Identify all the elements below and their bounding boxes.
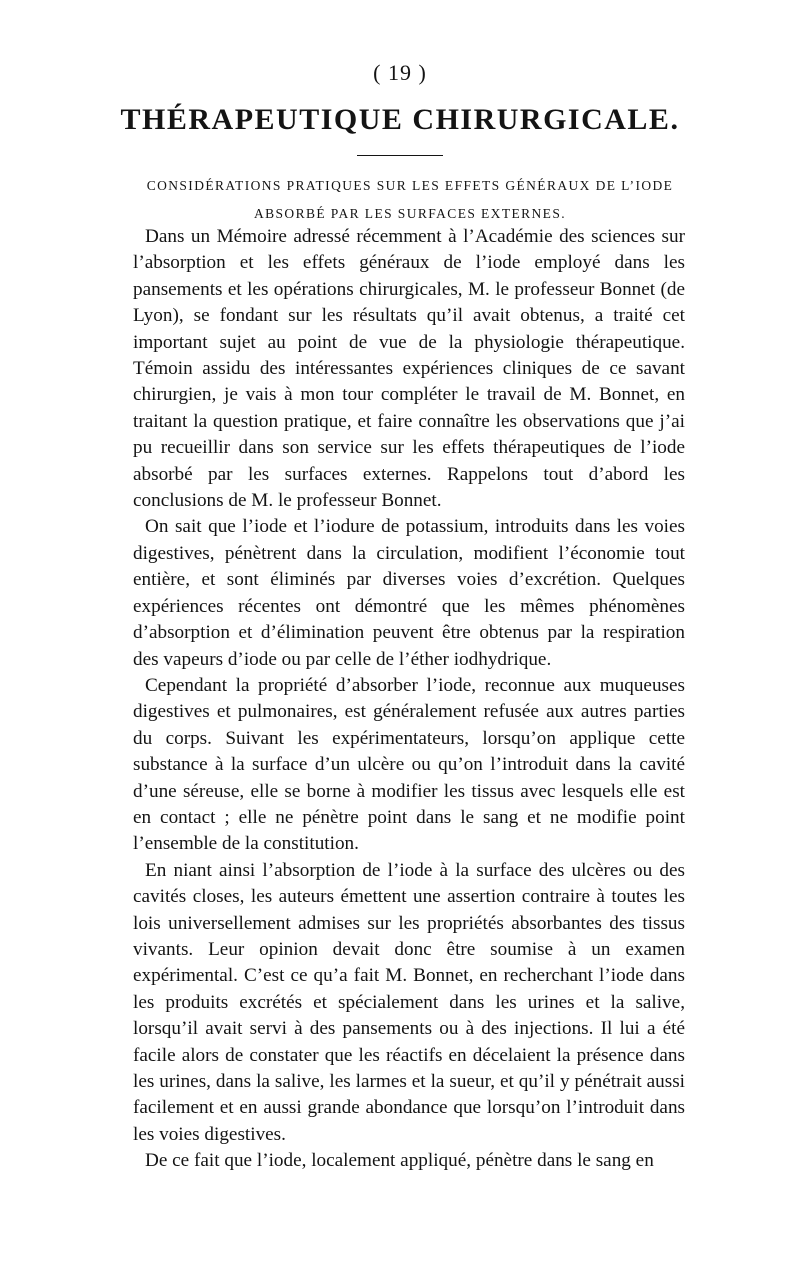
body-text [133, 224, 685, 1175]
page-number: ( 19 ) [373, 60, 427, 85]
paragraph-1: Dans un Mémoire adressé récemment à l’Académie des sciences sur l’absorption et les effets généraux de l’iode employé dans les pansements et les opérations chirurgicales, M. le professeur Bonnet (de Lyon), se fondant sur les résultats qu’il avait obtenus, a traité cet important sujet au point de vue de la physiologie thérapeutique. Témoin assidu des intéressantes expériences cliniques de ce savant chirurgien, je vais à mon tour compléter le travail de M. Bonnet, en traitant la question pratique, et faire connaître les observations que j’ai pu recueillir dans son service sur les effets thérapeutiques de l’iode absorbé par les surfaces externes. Rappelons tout d’abord les conclusions de M. le professeur Bonnet. [133, 226, 685, 512]
section-subtitle [120, 172, 700, 228]
title-divider [357, 155, 443, 156]
paragraph-5: De ce fait que l’iode, localement appliqué, pénètre dans le sang en [145, 1150, 654, 1172]
paragraph-3: Cependant la propriété d’absorber l’iode, reconnue aux muqueuses digestives et pulmonaires, est généralement refusée aux autres parties du corps. Suivant les expérimentateurs, lorsqu’on applique cette substance à la surface d’un ulcère ou qu’on l’introduit dans la cavité d’une séreuse, elle se borne à modifier les tissus avec lesquels elle est en contact ; elle ne pénètre point dans le sang et ne modifie point l’ensemble de la constitution. [133, 674, 685, 855]
subtitle-line-1: CONSIDÉRATIONS PRATIQUES SUR LES EFFETS GÉNÉRAUX DE L’IODE [146, 178, 674, 193]
chapter-title: THÉRAPEUTIQUE CHIRURGICALE. [120, 103, 680, 136]
paragraph-4: En niant ainsi l’absorption de l’iode à la surface des ulcères ou des cavités closes, les auteurs émettent une assertion contraire à toutes les lois universellement admises sur les propriétés absorbantes des tissus vivants. Leur opinion devait donc être soumise à un examen expérimental. C’est ce qu’a fait M. Bonnet, en recherchant l’iode dans les produits excrétés et spécialement dans les urines et la salive, lorsqu’il avait servi à des pansements ou à des injections. Il lui a été facile alors de constater que les réactifs en décelaient la présence dans les urines, dans la salive, les larmes et la sueur, et qu’il y pénétrait aussi facilement et en aussi grande abondance que lorsqu’on l’introduit dans les voies digestives. [133, 859, 685, 1145]
subtitle-line-2: ABSORBÉ PAR LES SURFACES EXTERNES. [253, 206, 567, 221]
paragraph-2: On sait que l’iode et l’iodure de potassium, introduits dans les voies digestives, pénètrent dans la circulation, modifient l’économie tout entière, et sont éliminés par diverses voies d’excrétion. Quelques expériences récentes ont démontré que les mêmes phénomènes d’absorption et d’élimination peuvent être obtenus par la respiration des vapeurs d’iode ou par celle de l’éther iodhydrique. [133, 516, 685, 670]
